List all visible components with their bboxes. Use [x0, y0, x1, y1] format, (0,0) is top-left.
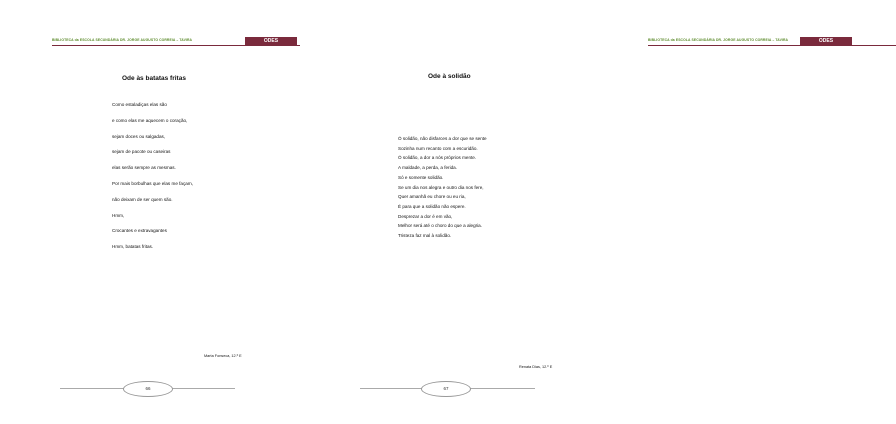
- poem-line: Ó solidão, a dor a nós próprios mente.: [398, 155, 477, 161]
- right-page: [300, 0, 834, 424]
- poem-line: não deixam de ser quem são.: [112, 196, 173, 202]
- poem-line: A maldade, a perda, a ferida.: [398, 165, 457, 171]
- page-header: [52, 37, 279, 46]
- poem-line: Por mais borbulhas que elas me façam,: [112, 180, 193, 186]
- poem-line: e como elas me aquecem o coração,: [112, 117, 188, 123]
- poem-line: Melhor será até o choro do que a alegria.: [398, 223, 483, 229]
- poem-line: sejam de pacote ou caseiras: [112, 149, 171, 155]
- poem-line: elas serão sempre as mesmas.: [112, 165, 176, 171]
- left-page: [0, 0, 300, 424]
- poem-line: Hmm, batatas fritas.: [112, 244, 154, 250]
- poem-line: Ó solidão, não disfarces a dor que se sente: [398, 136, 487, 141]
- poem-line: sejam doces ou salgadas,: [112, 133, 166, 139]
- header-rule: [52, 45, 300, 46]
- page-header: [648, 37, 848, 46]
- section-tab: ODES: [245, 37, 297, 46]
- poem-line: Crocantes e extravagantes: [112, 228, 167, 234]
- poem-body: [112, 97, 193, 255]
- poem-line: Quer amanhã eu chore ou eu ria,: [398, 194, 466, 200]
- poem-title: Ode às batatas fritas: [122, 75, 186, 82]
- page-number: 67: [421, 381, 471, 397]
- poem-title: Ode à solidão: [428, 73, 471, 80]
- poem-line: Desprezar a dor é em vão,: [398, 213, 453, 219]
- poem-body: [398, 134, 487, 241]
- poem-line: Como estaladiças elas são: [112, 102, 167, 107]
- header-rule: [648, 45, 896, 46]
- poem-line: Sozinha num recanto com a escuridão.: [398, 145, 478, 151]
- section-tab: ODES: [800, 37, 852, 46]
- poem-line: Tristeza faz mal à solidão.: [398, 233, 452, 239]
- poem-line: Hmm,: [112, 212, 125, 218]
- poem-author: Marta Fonseca, 12.º E: [204, 354, 242, 358]
- header-text: BIBLIOTECA da ESCOLA SECUNDÁRIA DR. JORGE AUGUSTO CORREIA – TAVIRA: [648, 38, 789, 42]
- poem-author: Renata Dias, 12.º E: [519, 365, 553, 369]
- poem-line: Se um dia nos alegra e outro dia nos fere,: [398, 184, 484, 190]
- header-text: BIBLIOTECA da ESCOLA SECUNDÁRIA DR. JORGE AUGUSTO CORREIA – TAVIRA: [52, 38, 193, 42]
- poem-line: Só e somente solidão.: [398, 174, 444, 180]
- poem-line: É para que a solidão não espere.: [398, 203, 466, 209]
- page-number: 66: [123, 381, 173, 397]
